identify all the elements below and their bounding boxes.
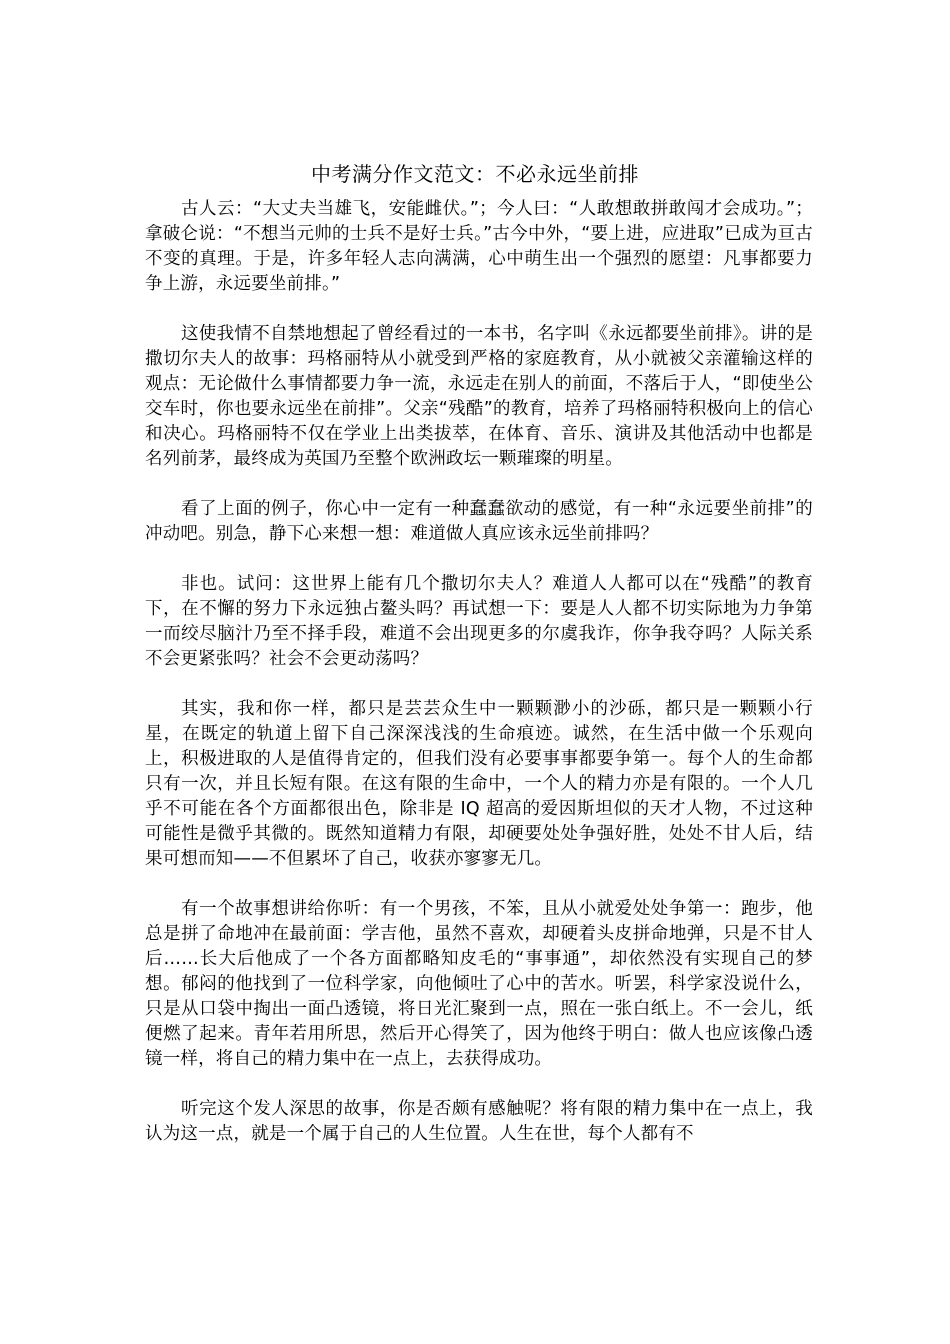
document-body <box>145 197 813 1172</box>
paragraph-2: 这使我情不自禁地想起了曾经看过的一本书，名字叫《永远都要坐前排》。讲的是撒切尔夫人的故事：玛格丽特从小就受到严格的家庭教育，从小就被父亲灌输这样的观点：无论做什么事情都要力争一流，永远走在别人的前面，不落后于人，“即使坐公交车时，你也要永远坐在前排”。父亲“残酷”的教育，培养了玛格丽特积极向上的信心和决心。玛格丽特不仅在学业上出类拔萃，在体育、音乐、演讲及其他活动中也都是名列前茅，最终成为英国乃至整个欧洲政坛一颗璀璨的明星。 <box>145 324 813 469</box>
paragraph-1: 古人云：“大丈夫当雄飞，安能雌伏。”；今人曰：“人敢想敢拼敢闯才会成功。”；拿破仑说：“不想当元帅的士兵不是好士兵。”古今中外，“要上进，应进取”已成为亘古不变的真理。于是，许多年轻人志向满满，心中萌生出一个强烈的愿望：凡事都要力争上游，永远要坐前排。” <box>145 199 813 294</box>
paragraph-7: 听完这个发人深思的故事，你是否颇有感触呢？将有限的精力集中在一点上，我认为这一点，就是一个属于自己的人生位置。人生在世，每个人都有不 <box>145 1099 813 1144</box>
paragraph-6: 有一个故事想讲给你听：有一个男孩，不笨，且从小就爱处处争第一：跑步，他总是拼了命地冲在最前面：学吉他，虽然不喜欢，却硬着头皮拼命地弹，只是不甘人后……长大后他成了一个各方面都略知皮毛的“事事通”，却依然没有实现自己的梦想。郁闷的他找到了一位科学家，向他倾吐了心中的苦水。听罢，科学家没说什么，只是从口袋中掏出一面凸透镜，将日光汇聚到一点，照在一张白纸上。不一会儿，纸便燃了起来。青年若用所思，然后开心得笑了，因为他终于明白：做人也应该像凸透镜一样，将自己的精力集中在一点上，去获得成功。 <box>145 899 813 1069</box>
paragraph-5: 其实，我和你一样，都只是芸芸众生中一颗颗渺小的沙砾，都只是一颗颗小行星，在既定的轨道上留下自己深深浅浅的生命痕迹。诚然，在生活中做一个乐观向上，积极进取的人是值得肯定的，但我们没有必要事事都要争第一。每个人的生命都只有一次，并且长短有限。在这有限的生命中，一个人的精力亦是有限的。一个人几乎不可能在各个方面都很出色，除非是 IQ 超高的爱因斯坦似的天才人物，不过这种可能性是微乎其微的。既然知道精力有限，却硬要处处争强好胜，处处不甘人后，结果可想而知——不但累坏了自己，收获亦寥寥无几。 <box>145 699 813 869</box>
paragraph-3: 看了上面的例子，你心中一定有一种蠢蠢欲动的感觉，有一种“永远要坐前排”的冲动吧。别急，静下心来想一想：难道做人真应该永远坐前排吗？ <box>145 499 813 544</box>
paragraph-4: 非也。试问：这世界上能有几个撒切尔夫人？难道人人都可以在“残酷”的教育下，在不懈的努力下永远独占鳌头吗？再试想一下：要是人人都不切实际地为力争第一而绞尽脑汁乃至不择手段，难道不会出现更多的尔虞我诈，你争我夺吗？人际关系不会更紧张吗？社会不会更动荡吗？ <box>145 574 813 669</box>
document-title: 中考满分作文范文：不必永远坐前排 <box>311 162 639 186</box>
